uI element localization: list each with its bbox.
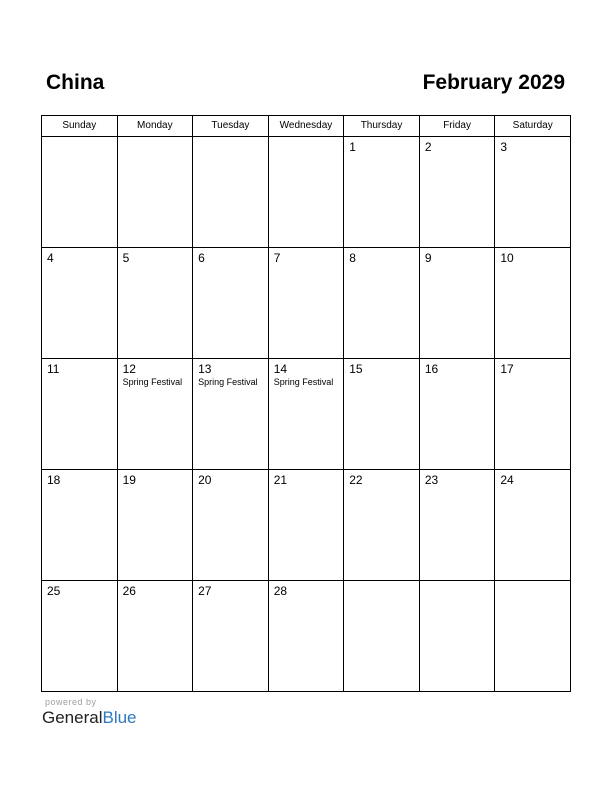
day-cell: [344, 581, 420, 692]
day-cell: [495, 470, 571, 581]
day-number: 5: [122, 251, 130, 265]
day-number: 21: [273, 473, 288, 487]
week-row: [42, 248, 571, 359]
day-cell: [268, 248, 344, 359]
day-cell: [42, 137, 118, 248]
day-number: 24: [500, 473, 514, 487]
day-number: 1: [349, 140, 356, 154]
holiday-label: Spring Festival: [198, 377, 258, 387]
day-number: [344, 581, 419, 584]
day-cell: [495, 137, 571, 248]
day-cell: [268, 470, 344, 581]
day-cell: [193, 248, 269, 359]
country-title: China: [46, 71, 105, 94]
day-number: 7: [273, 251, 281, 265]
day-number: 23: [424, 473, 439, 487]
day-number: 19: [122, 473, 136, 487]
day-cell: [42, 581, 118, 692]
day-number: 8: [349, 251, 356, 265]
day-cell: [419, 137, 495, 248]
day-cell: [419, 248, 495, 359]
day-number: [118, 137, 193, 140]
day-cell: [268, 137, 344, 248]
weekday-header: Wednesday: [268, 116, 344, 137]
day-number: 9: [424, 251, 432, 265]
weekday-header: Thursday: [344, 116, 420, 137]
week-row: [42, 359, 571, 470]
day-cell: [193, 470, 269, 581]
holiday-label: Spring Festival: [122, 377, 183, 387]
day-cell: [117, 581, 193, 692]
generalblue-logo[interactable]: [42, 708, 137, 728]
week-row: [42, 137, 571, 248]
weekday-header: Saturday: [495, 116, 571, 137]
day-number: 20: [198, 473, 212, 487]
day-cell: [419, 581, 495, 692]
day-number: 18: [47, 473, 61, 487]
day-number: [495, 581, 570, 584]
day-cell: [117, 359, 193, 470]
calendar-grid: [41, 115, 571, 692]
weekday-header: Sunday: [42, 116, 118, 137]
day-cell: [193, 359, 269, 470]
week-row: [42, 470, 571, 581]
powered-by-text: powered by: [45, 697, 97, 707]
day-cell: [344, 359, 420, 470]
day-number: 22: [349, 473, 363, 487]
day-number: 15: [349, 362, 363, 376]
day-number: 11: [47, 362, 60, 376]
day-number: 25: [47, 584, 61, 598]
day-cell: [495, 581, 571, 692]
day-cell: [495, 359, 571, 470]
day-cell: [268, 359, 344, 470]
day-cell: [42, 470, 118, 581]
day-number: 3: [500, 140, 508, 154]
day-cell: [495, 248, 571, 359]
day-cell: [268, 581, 344, 692]
day-cell: [42, 359, 118, 470]
logo-text-general: General: [42, 708, 103, 727]
day-cell: [117, 137, 193, 248]
day-number: [420, 581, 495, 584]
weekday-header: Monday: [117, 116, 193, 137]
day-cell: [344, 248, 420, 359]
day-cell: [117, 248, 193, 359]
day-number: 2: [424, 140, 432, 154]
logo-text-blue: Blue: [102, 708, 137, 727]
day-cell: [193, 581, 269, 692]
day-number: 17: [500, 362, 514, 376]
holiday-label: Spring Festival: [273, 377, 334, 387]
month-year-title: February 2029: [422, 71, 565, 94]
day-number: [269, 137, 344, 140]
weekday-header-row: [42, 116, 571, 137]
day-number: [42, 137, 117, 140]
week-row: [42, 581, 571, 692]
day-cell: [344, 137, 420, 248]
day-number: 10: [500, 251, 514, 265]
day-number: 4: [47, 251, 54, 265]
weekday-header: Tuesday: [193, 116, 269, 137]
day-cell: [42, 248, 118, 359]
day-number: 12: [122, 362, 136, 376]
day-cell: [419, 359, 495, 470]
day-number: 27: [198, 584, 212, 598]
day-number: 28: [273, 584, 288, 598]
weekday-header: Friday: [419, 116, 495, 137]
day-number: 14: [273, 362, 288, 376]
day-number: [193, 137, 268, 140]
day-cell: [193, 137, 269, 248]
day-cell: [117, 470, 193, 581]
day-number: 16: [424, 362, 439, 376]
day-number: 26: [122, 584, 136, 598]
day-cell: [344, 470, 420, 581]
day-cell: [419, 470, 495, 581]
day-number: 13: [198, 362, 212, 376]
day-number: 6: [198, 251, 205, 265]
